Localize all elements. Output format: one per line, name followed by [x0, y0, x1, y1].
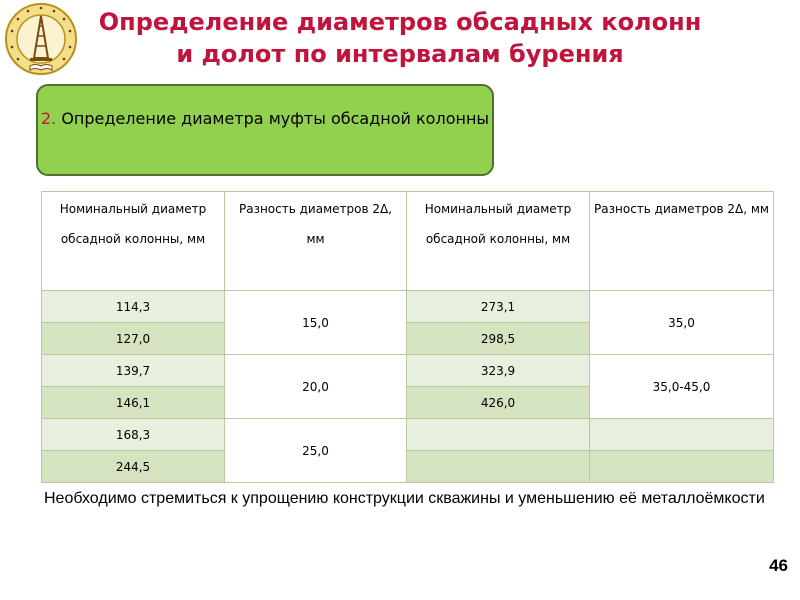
table-cell: 244,5 — [42, 451, 225, 483]
table-cell: 323,9 — [407, 355, 590, 387]
page-number: 46 — [769, 556, 788, 575]
table-row — [42, 419, 774, 451]
table-header-cell: Номинальный диаметр обсадной колонны, мм — [407, 192, 590, 291]
table-row — [42, 451, 774, 483]
table-cell: 15,0 — [225, 291, 407, 355]
table-row — [42, 355, 774, 387]
table-cell: 139,7 — [42, 355, 225, 387]
casing-coupling-table — [41, 191, 774, 483]
table-cell: 35,0-45,0 — [590, 355, 774, 419]
table-cell: 426,0 — [407, 387, 590, 419]
table-cell — [590, 451, 774, 483]
table-cell: 127,0 — [42, 323, 225, 355]
table-header-cell: Номинальный диаметр обсадной колонны, мм — [42, 192, 225, 291]
page-title — [90, 6, 710, 70]
table-header-cell: Разность диаметров 2Δ, мм — [590, 192, 774, 291]
table-cell — [407, 419, 590, 451]
table-cell — [590, 419, 774, 451]
section-number: 2. — [40, 109, 57, 128]
table-cell: 146,1 — [42, 387, 225, 419]
section-text: Определение диаметра муфты обсадной колонны — [61, 109, 490, 128]
table-cell: 114,3 — [42, 291, 225, 323]
table-row — [42, 291, 774, 323]
table-cell: 20,0 — [225, 355, 407, 419]
table-cell — [407, 451, 590, 483]
table-header-cell: Разность диаметров 2Δ, мм — [225, 192, 407, 291]
table-cell: 35,0 — [590, 291, 774, 355]
table-cell: 298,5 — [407, 323, 590, 355]
table-cell: 25,0 — [225, 419, 407, 483]
title-line-2: и долот по интервалам бурения — [176, 40, 624, 68]
section-heading-box — [36, 84, 494, 176]
conclusion-note: Необходимо стремиться к упрощению конструкции скважины и уменьшению её металлоёмкости — [44, 490, 765, 507]
table-header-row — [42, 192, 774, 291]
table-cell: 168,3 — [42, 419, 225, 451]
title-line-1: Определение диаметров обсадных колонн — [98, 8, 702, 36]
table-cell: 273,1 — [407, 291, 590, 323]
department-logo — [4, 2, 78, 76]
